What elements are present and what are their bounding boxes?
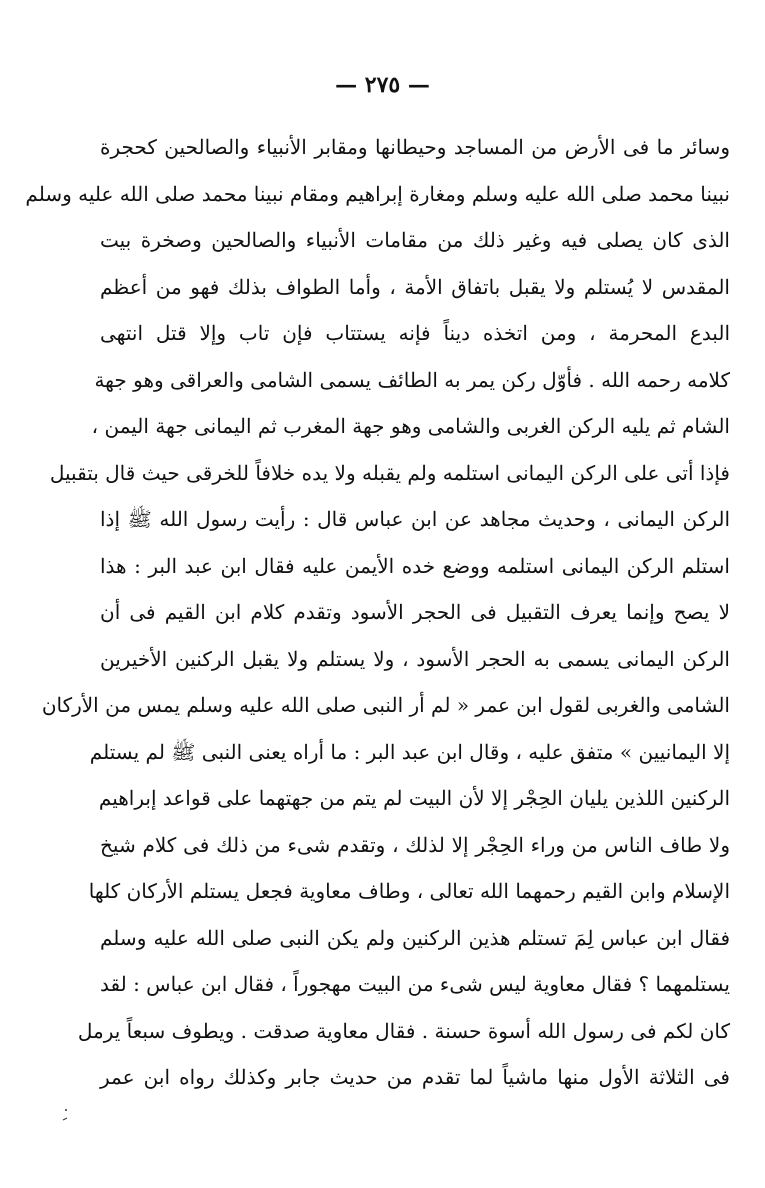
- text-line-11: لا يصح وإنما يعرف التقبيل فى الحجر الأسود وتقدم كلام ابن القيم فى أن: [100, 600, 730, 624]
- text-line-21: فى الثلاثة الأول منها ماشياً لما تقدم من حديث جابر وكذلك رواه ابن عمر: [100, 1065, 730, 1089]
- text-line-18: فقال ابن عباس لِمَ تستلم هذين الركنين ولم يكن النبى صلى الله عليه وسلم: [100, 925, 730, 950]
- text-line-4: المقدس لا يُستلم ولا يقبل باتفاق الأمة ، وأما الطواف بذلك فهو من أعظم: [100, 274, 730, 299]
- text-line-13: الشامى والغربى لقول ابن عمر « لم أر النبى صلى الله عليه وسلم يمس من الأركان: [41, 693, 730, 717]
- body-text: [25, 124, 730, 1101]
- text-line-10: استلم الركن اليمانى استلمه ووضع خده الأيمن عليه فقال ابن عبد البر : هذا: [100, 553, 730, 578]
- text-line-15: الركنين اللذين يليان الحِجْر إلا لأن البيت لم يتم من جهتهما على قواعد إبراهيم: [98, 786, 730, 810]
- text-line-16: ولا طاف الناس من وراء الحِجْر إلا لذلك ، وتقدم شىء من ذلك فى كلام شيخ: [100, 832, 730, 857]
- text-line-5: البدع المحرمة ، ومن اتخذه ديناً فإنه يستتاب فإن تاب وإلا قتل انتهى: [100, 321, 730, 345]
- text-line-3: الذى كان يصلى فيه وغير ذلك من مقامات الأنبياء والصالحين وصخرة بيت: [100, 228, 730, 252]
- text-line-20: كان لكم فى رسول الله أسوة حسنة . فقال معاوية صدقت . ويطوف سبعاً يرمل: [77, 1018, 730, 1043]
- text-line-19: يستلمهما ؟ فقال معاوية ليس شىء من البيت مهجوراً ، فقال ابن عباس : لقد: [100, 972, 730, 996]
- text-line-6: كلامه رحمه الله . فأوّل ركن يمر به الطائف يسمى الشامى والعراقى وهو جهة: [94, 367, 730, 392]
- text-line-12: الركن اليمانى يسمى به الحجر الأسود ، ولا يستلم ولا يقبل الركنين الأخيرين: [100, 646, 730, 671]
- text-line-2: نبينا محمد صلى الله عليه وسلم ومغارة إبراهيم ومقام نبينا محمد صلى الله عليه وسلم: [25, 181, 730, 206]
- margin-tick-icon: [62, 1108, 68, 1122]
- text-line-1: وسائر ما فى الأرض من المساجد وحيطانها ومقابر الأنبياء والصالحين كحجرة: [100, 135, 730, 159]
- text-line-14: إلا اليمانيين » متفق عليه ، وقال ابن عبد البر : ما أراه يعنى النبى ﷺ لم يستلم: [89, 739, 730, 764]
- page-number: — ٢٧٥ —: [335, 72, 430, 98]
- margin-mark: [62, 1108, 68, 1122]
- text-line-8: فإذا أتى على الركن اليمانى استلمه ولم يقبله ولا يده خلافاً للخرقى حيث قال بتقبيل: [49, 460, 730, 485]
- text-line-17: الإسلام وابن القيم رحمهما الله تعالى ، وطاف معاوية فجعل يستلم الأركان كلها: [88, 879, 730, 903]
- text-line-7: الشام ثم يليه الركن الغربى والشامى وهو جهة المغرب ثم اليمانى جهة اليمن ،: [91, 414, 730, 438]
- text-line-9: الركن اليمانى ، وحديث مجاهد عن ابن عباس قال : رأيت رسول الله ﷺ إذا: [100, 507, 730, 531]
